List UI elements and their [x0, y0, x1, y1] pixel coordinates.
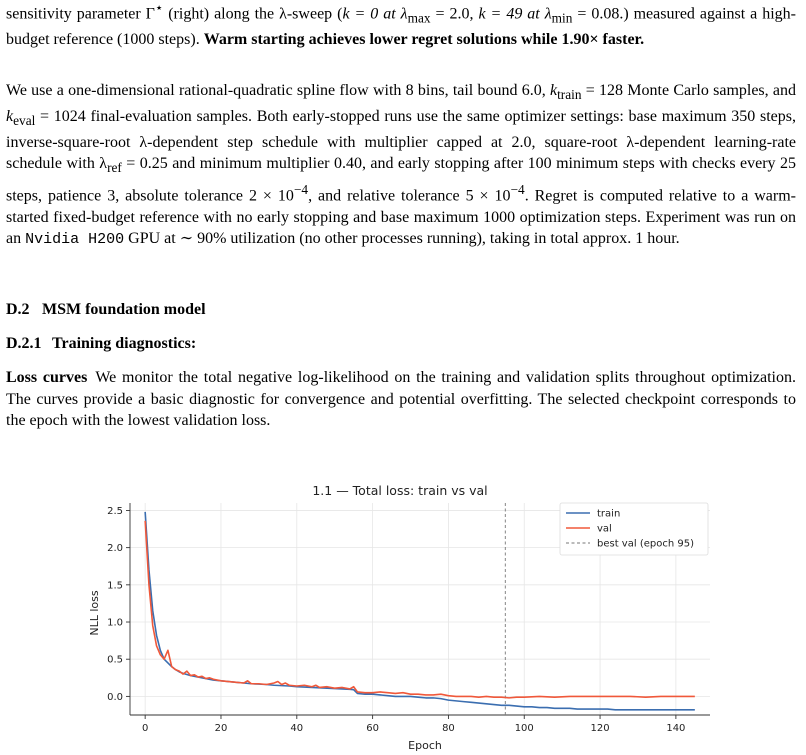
legend-label: train: [597, 508, 621, 520]
loss-curves-paragraph: Loss curves We monitor the total negative log-likelihood on the training and validation splits throughout optimization. The curves provide a basic diagnostic for convergence and potential overfitting. The selected checkpoint corresponds to the epoch with the lowest validation loss.: [6, 369, 796, 430]
x-tick-label: 0: [141, 723, 149, 734]
section-heading: [6, 301, 206, 319]
subsection-title: Training diagnostics:: [52, 335, 197, 352]
y-tick-label: 2.5: [107, 505, 123, 517]
setup-paragraph: We use a one-dimensional rational-quadratic spline flow with 8 bins, tail bound 6.0, $k_{train} = 128$ Monte Carlo samples, and $k_{eval} = 1024$ final-evaluation samples. Both early-stopped runs use the same optimizer settings: base maximum 350 steps, inverse-square-root λ-dependent step schedule with multiplier capped at 2.0, square-root λ-dependent learning-rate schedule with $\lambda_{ref} = 0.25$ and minimum multiplier 0.40, and early stopping after 100 minimum steps with checks every 25 steps, patience 3, absolute tolerance $2 \times 10^{-4}$, and relative tolerance $5 \times 10^{-4}$. Regret is computed relative to a warm-started fixed-budget reference with no early stopping and base maximum 1000 optimization steps. Experiment was run on an Nvidia H200 GPU at ∼ 90% utilization (no other processes running), taking in total approx. 1 hour.: [6, 82, 797, 249]
section-number: D.2: [6, 301, 30, 318]
x-tick-label: 40: [290, 723, 304, 734]
y-tick-label: 1.0: [107, 617, 123, 629]
x-tick-label: 20: [214, 723, 228, 734]
x-axis-label: Epoch: [408, 739, 442, 752]
x-tick-label: 80: [442, 723, 455, 734]
subsection-number: D.2.1: [6, 335, 42, 352]
loss-chart: [80, 475, 720, 755]
caption-bold-conclusion: Warm starting achieves lower regret solutions while 1.90× faster.: [203, 31, 645, 49]
runin-heading: Loss curves: [6, 369, 88, 386]
legend-label: val: [597, 523, 612, 535]
subsection-heading: [6, 335, 196, 353]
y-axis-label: NLL loss: [88, 590, 101, 636]
y-tick-label: 0.0: [107, 691, 123, 703]
y-tick-label: 1.5: [107, 580, 123, 592]
x-tick-label: 100: [514, 723, 534, 734]
legend-label: best val (epoch 95): [597, 538, 694, 550]
section-title: MSM foundation model: [42, 301, 206, 318]
chart-legend: [560, 503, 708, 555]
chart-title: 1.1 — Total loss: train vs val: [312, 483, 488, 498]
y-tick-label: 0.5: [107, 654, 123, 666]
x-tick-label: 60: [366, 723, 379, 734]
gpu-name: Nvidia H200: [25, 231, 125, 249]
x-tick-label: 120: [590, 723, 610, 734]
caption-tail: sensitivity parameter Γ⋆ (right) along the λ-sweep (k = 0 at $\lambda_{max} = 2.0$, k = 49 at $\lambda_{min} = 0.08$.) measured against a high-budget reference (1000 steps). Warm starting achieves lower regret solutions while 1.90× faster.: [6, 0, 797, 49]
y-tick-label: 2.0: [107, 543, 123, 555]
x-tick-label: 140: [666, 723, 686, 734]
